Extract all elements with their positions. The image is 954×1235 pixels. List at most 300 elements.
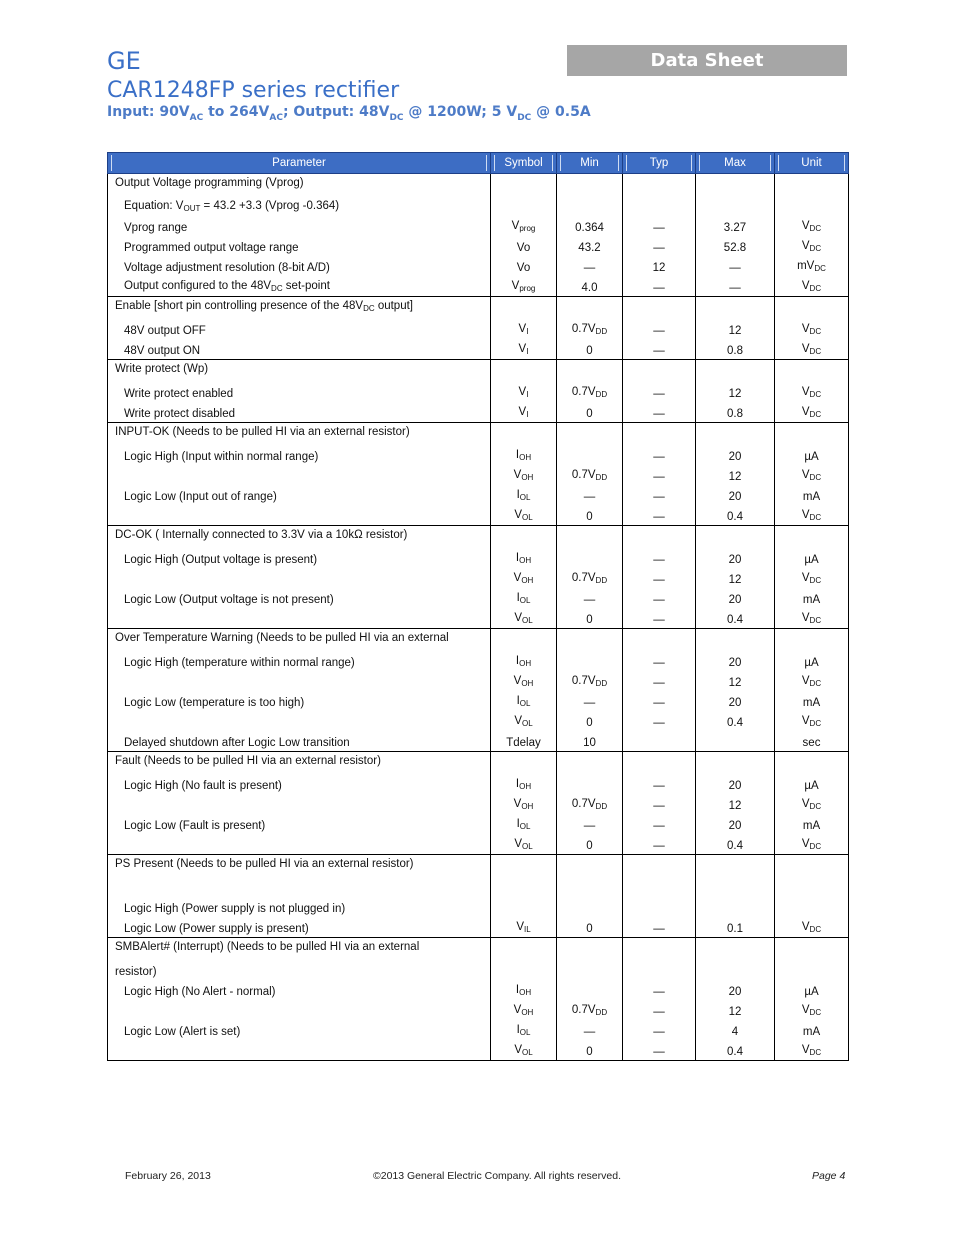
max-cell: 20	[696, 588, 775, 608]
typ-cell: —	[623, 774, 696, 794]
footer-page-number: Page 4	[812, 1170, 846, 1182]
table-row	[108, 319, 849, 339]
unit-cell: VDC	[775, 505, 849, 526]
symbol-cell: VIL	[491, 917, 557, 938]
typ-cell: —	[623, 980, 696, 1000]
max-cell: 20	[696, 548, 775, 568]
max-cell	[696, 938, 775, 961]
parameter-cell: Logic High (Output voltage is present)	[108, 548, 491, 568]
symbol-cell: VOL	[491, 608, 557, 629]
min-cell: 0.364	[557, 216, 623, 236]
unit-cell	[775, 938, 849, 961]
parameter-cell: Equation: VOUT = 43.2 +3.3 (Vprog -0.364)	[108, 196, 491, 216]
unit-cell	[775, 174, 849, 197]
max-cell: 20	[696, 485, 775, 505]
min-cell: 0.7VDD	[557, 794, 623, 814]
max-cell: 12	[696, 794, 775, 814]
table-row	[108, 382, 849, 402]
min-cell: 43.2	[557, 236, 623, 256]
min-cell	[557, 196, 623, 216]
symbol-cell	[491, 629, 557, 652]
table-row	[108, 196, 849, 216]
unit-cell	[775, 360, 849, 383]
min-cell: 0.7VDD	[557, 568, 623, 588]
typ-cell: —	[623, 276, 696, 297]
min-cell	[557, 877, 623, 897]
max-cell: 0.8	[696, 402, 775, 423]
symbol-cell: IOL	[491, 1020, 557, 1040]
parameter-cell: Logic High (No Alert - normal)	[108, 980, 491, 1000]
symbol-cell: Tdelay	[491, 731, 557, 752]
typ-cell: —	[623, 445, 696, 465]
unit-cell: VDC	[775, 465, 849, 485]
max-cell: 20	[696, 980, 775, 1000]
table-row	[108, 276, 849, 297]
symbol-cell	[491, 360, 557, 383]
symbol-cell	[491, 526, 557, 549]
parameter-group	[108, 174, 849, 297]
min-cell	[557, 651, 623, 671]
table-row	[108, 794, 849, 814]
table-row	[108, 691, 849, 711]
table-row	[108, 752, 849, 775]
symbol-cell	[491, 297, 557, 320]
max-cell: 0.4	[696, 834, 775, 855]
symbol-cell	[491, 174, 557, 197]
typ-cell	[623, 174, 696, 197]
min-cell: 4.0	[557, 276, 623, 297]
typ-cell: —	[623, 382, 696, 402]
typ-cell: —	[623, 236, 696, 256]
max-cell	[696, 526, 775, 549]
typ-cell	[623, 855, 696, 878]
min-cell	[557, 629, 623, 652]
unit-cell	[775, 855, 849, 878]
parameter-cell	[108, 794, 491, 814]
table-header-row	[108, 153, 849, 174]
min-cell: —	[557, 814, 623, 834]
typ-cell	[623, 196, 696, 216]
min-cell: 0.7VDD	[557, 1000, 623, 1020]
unit-cell: VDC	[775, 216, 849, 236]
min-cell: 10	[557, 731, 623, 752]
max-cell: 0.4	[696, 608, 775, 629]
document-title: CAR1248FP series rectifier	[107, 78, 400, 103]
unit-cell: µA	[775, 980, 849, 1000]
min-cell	[557, 855, 623, 878]
min-cell: —	[557, 485, 623, 505]
symbol-cell	[491, 897, 557, 917]
min-cell: 0	[557, 402, 623, 423]
min-cell: 0	[557, 711, 623, 731]
parameter-cell: Programmed output voltage range	[108, 236, 491, 256]
max-cell	[696, 960, 775, 980]
max-cell	[696, 752, 775, 775]
typ-cell: —	[623, 216, 696, 236]
min-cell: 0	[557, 608, 623, 629]
table-row	[108, 445, 849, 465]
subtitle-text: @ 1200W; 5 V	[403, 104, 518, 120]
max-cell	[696, 196, 775, 216]
table-row	[108, 360, 849, 383]
max-cell: 20	[696, 651, 775, 671]
max-cell: 0.8	[696, 339, 775, 360]
max-cell: 12	[696, 1000, 775, 1020]
typ-cell: —	[623, 339, 696, 360]
min-cell: —	[557, 588, 623, 608]
parameter-cell: Enable [short pin controlling presence of the 48VDC output]	[108, 297, 491, 320]
symbol-cell: VOH	[491, 568, 557, 588]
parameter-cell	[108, 1000, 491, 1020]
min-cell	[557, 548, 623, 568]
min-cell: —	[557, 1020, 623, 1040]
unit-cell: µA	[775, 445, 849, 465]
table-row	[108, 1000, 849, 1020]
max-cell	[696, 897, 775, 917]
typ-cell: —	[623, 505, 696, 526]
symbol-cell	[491, 960, 557, 980]
parameter-cell: Over Temperature Warning (Needs to be pulled HI via an external	[108, 629, 491, 652]
parameter-cell: SMBAlert# (Interrupt) (Needs to be pulled HI via an external	[108, 938, 491, 961]
parameter-cell	[108, 1040, 491, 1061]
typ-cell: —	[623, 319, 696, 339]
parameter-group	[108, 297, 849, 360]
max-cell: 20	[696, 445, 775, 465]
column-header-typ: Typ	[623, 153, 696, 174]
max-cell: —	[696, 276, 775, 297]
parameter-cell: DC-OK ( Internally connected to 3.3V via a 10kΩ resistor)	[108, 526, 491, 549]
min-cell	[557, 774, 623, 794]
max-cell: 0.4	[696, 1040, 775, 1061]
symbol-cell: IOH	[491, 548, 557, 568]
symbol-cell: VOL	[491, 505, 557, 526]
table-row	[108, 216, 849, 236]
parameter-group	[108, 526, 849, 629]
footer-copyright: ©2013 General Electric Company. All rights reserved.	[373, 1170, 621, 1182]
table-row	[108, 774, 849, 794]
symbol-cell: Vprog	[491, 216, 557, 236]
min-cell	[557, 174, 623, 197]
parameter-cell	[108, 711, 491, 731]
typ-cell: —	[623, 485, 696, 505]
table-row	[108, 651, 849, 671]
table-row	[108, 402, 849, 423]
parameter-cell: Logic High (temperature within normal range)	[108, 651, 491, 671]
unit-cell: µA	[775, 548, 849, 568]
max-cell	[696, 174, 775, 197]
table-row	[108, 339, 849, 360]
min-cell	[557, 445, 623, 465]
min-cell: 0.7VDD	[557, 382, 623, 402]
typ-cell	[623, 877, 696, 897]
specification-table	[107, 152, 849, 1061]
subtitle-subscript: DC	[389, 112, 404, 123]
subtitle-text: @ 0.5A	[531, 104, 591, 120]
symbol-cell: IOH	[491, 980, 557, 1000]
max-cell: 12	[696, 382, 775, 402]
column-header-max: Max	[696, 153, 775, 174]
symbol-cell: IOH	[491, 774, 557, 794]
parameter-cell: Logic Low (Fault is present)	[108, 814, 491, 834]
symbol-cell: IOL	[491, 814, 557, 834]
min-cell	[557, 938, 623, 961]
typ-cell: —	[623, 568, 696, 588]
unit-cell: VDC	[775, 608, 849, 629]
unit-cell: VDC	[775, 568, 849, 588]
subtitle-subscript: AC	[269, 112, 283, 123]
typ-cell: —	[623, 402, 696, 423]
min-cell: 0.7VDD	[557, 671, 623, 691]
min-cell: —	[557, 691, 623, 711]
max-cell: 20	[696, 814, 775, 834]
typ-cell: —	[623, 1020, 696, 1040]
unit-cell	[775, 877, 849, 897]
unit-cell	[775, 196, 849, 216]
min-cell: 0	[557, 1040, 623, 1061]
symbol-cell	[491, 877, 557, 897]
unit-cell: mVDC	[775, 256, 849, 276]
symbol-cell: VOH	[491, 794, 557, 814]
table-row	[108, 671, 849, 691]
table-row	[108, 485, 849, 505]
max-cell	[696, 629, 775, 652]
min-cell	[557, 423, 623, 446]
unit-cell	[775, 526, 849, 549]
parameter-cell	[108, 671, 491, 691]
brand-logo-text: GE	[107, 47, 141, 75]
symbol-cell: Vo	[491, 236, 557, 256]
parameter-cell: Write protect enabled	[108, 382, 491, 402]
min-cell	[557, 980, 623, 1000]
table-row	[108, 505, 849, 526]
min-cell: 0	[557, 834, 623, 855]
parameter-cell: PS Present (Needs to be pulled HI via an external resistor)	[108, 855, 491, 878]
max-cell: 20	[696, 691, 775, 711]
parameter-cell: Logic Low (Power supply is present)	[108, 917, 491, 938]
unit-cell: µA	[775, 651, 849, 671]
table-row	[108, 1020, 849, 1040]
unit-cell: VDC	[775, 236, 849, 256]
typ-cell	[623, 629, 696, 652]
typ-cell	[623, 423, 696, 446]
max-cell: 52.8	[696, 236, 775, 256]
typ-cell	[623, 526, 696, 549]
symbol-cell: VI	[491, 319, 557, 339]
parameter-cell: 48V output OFF	[108, 319, 491, 339]
table-row	[108, 629, 849, 652]
footer-date: February 26, 2013	[125, 1170, 211, 1182]
parameter-cell: Vprog range	[108, 216, 491, 236]
symbol-cell	[491, 855, 557, 878]
max-cell	[696, 297, 775, 320]
parameter-cell: Logic Low (Output voltage is not present)	[108, 588, 491, 608]
max-cell: 12	[696, 465, 775, 485]
unit-cell: mA	[775, 814, 849, 834]
typ-cell: —	[623, 814, 696, 834]
parameter-cell	[108, 568, 491, 588]
max-cell	[696, 423, 775, 446]
symbol-cell: VI	[491, 339, 557, 360]
unit-cell: mA	[775, 1020, 849, 1040]
parameter-cell: Write protect (Wp)	[108, 360, 491, 383]
table-row	[108, 588, 849, 608]
parameter-cell: Logic High (Power supply is not plugged in)	[108, 897, 491, 917]
min-cell: 0.7VDD	[557, 465, 623, 485]
data-sheet-badge: Data Sheet	[567, 45, 847, 76]
symbol-cell: IOH	[491, 445, 557, 465]
typ-cell: —	[623, 1040, 696, 1061]
parameter-cell: Logic Low (Input out of range)	[108, 485, 491, 505]
min-cell: 0	[557, 917, 623, 938]
typ-cell: —	[623, 671, 696, 691]
symbol-cell	[491, 752, 557, 775]
unit-cell: VDC	[775, 402, 849, 423]
typ-cell: —	[623, 1000, 696, 1020]
table-row	[108, 938, 849, 961]
parameter-cell: Delayed shutdown after Logic Low transition	[108, 731, 491, 752]
typ-cell: 12	[623, 256, 696, 276]
parameter-group	[108, 629, 849, 752]
parameter-cell	[108, 608, 491, 629]
typ-cell	[623, 752, 696, 775]
parameter-cell	[108, 465, 491, 485]
min-cell	[557, 960, 623, 980]
typ-cell: —	[623, 711, 696, 731]
typ-cell	[623, 938, 696, 961]
unit-cell: VDC	[775, 834, 849, 855]
parameter-cell: resistor)	[108, 960, 491, 980]
unit-cell	[775, 897, 849, 917]
typ-cell: —	[623, 548, 696, 568]
table-row	[108, 917, 849, 938]
typ-cell: —	[623, 691, 696, 711]
typ-cell	[623, 297, 696, 320]
symbol-cell: Vprog	[491, 276, 557, 297]
max-cell	[696, 855, 775, 878]
min-cell	[557, 360, 623, 383]
table-row	[108, 465, 849, 485]
symbol-cell: VOL	[491, 711, 557, 731]
min-cell	[557, 526, 623, 549]
table-row	[108, 814, 849, 834]
parameter-group	[108, 752, 849, 855]
min-cell	[557, 297, 623, 320]
unit-cell: VDC	[775, 794, 849, 814]
typ-cell	[623, 960, 696, 980]
typ-cell	[623, 731, 696, 752]
table-row	[108, 960, 849, 980]
unit-cell	[775, 960, 849, 980]
table-row	[108, 711, 849, 731]
subtitle-text: Input: 90V	[107, 104, 190, 120]
max-cell: 20	[696, 774, 775, 794]
min-cell: 0	[557, 339, 623, 360]
min-cell	[557, 897, 623, 917]
symbol-cell: VI	[491, 382, 557, 402]
table-row	[108, 897, 849, 917]
max-cell: 4	[696, 1020, 775, 1040]
unit-cell: VDC	[775, 1040, 849, 1061]
typ-cell	[623, 897, 696, 917]
subtitle-subscript: AC	[189, 112, 204, 123]
max-cell: —	[696, 256, 775, 276]
unit-cell: sec	[775, 731, 849, 752]
typ-cell: —	[623, 608, 696, 629]
max-cell	[696, 731, 775, 752]
symbol-cell	[491, 196, 557, 216]
subtitle-text: to 264V	[203, 104, 270, 120]
unit-cell: VDC	[775, 671, 849, 691]
typ-cell	[623, 360, 696, 383]
max-cell: 12	[696, 319, 775, 339]
table-row	[108, 1040, 849, 1061]
parameter-cell: Logic High (Input within normal range)	[108, 445, 491, 465]
symbol-cell: IOL	[491, 691, 557, 711]
min-cell	[557, 752, 623, 775]
unit-cell	[775, 629, 849, 652]
max-cell: 0.4	[696, 505, 775, 526]
parameter-cell: Output Voltage programming (Vprog)	[108, 174, 491, 197]
max-cell	[696, 877, 775, 897]
unit-cell: mA	[775, 691, 849, 711]
unit-cell	[775, 423, 849, 446]
max-cell: 12	[696, 568, 775, 588]
typ-cell: —	[623, 794, 696, 814]
min-cell: —	[557, 256, 623, 276]
parameter-cell	[108, 505, 491, 526]
unit-cell: mA	[775, 485, 849, 505]
document-subtitle	[107, 104, 591, 123]
symbol-cell: VOH	[491, 465, 557, 485]
symbol-cell: Vo	[491, 256, 557, 276]
parameter-cell: Write protect disabled	[108, 402, 491, 423]
max-cell: 0.1	[696, 917, 775, 938]
table-row	[108, 608, 849, 629]
table-row	[108, 568, 849, 588]
unit-cell: mA	[775, 588, 849, 608]
table-row	[108, 855, 849, 878]
unit-cell: VDC	[775, 382, 849, 402]
parameter-group	[108, 855, 849, 938]
symbol-cell	[491, 423, 557, 446]
max-cell	[696, 360, 775, 383]
column-header-min: Min	[557, 153, 623, 174]
parameter-cell: Voltage adjustment resolution (8-bit A/D)	[108, 256, 491, 276]
parameter-group	[108, 360, 849, 423]
subtitle-subscript: DC	[517, 112, 532, 123]
table-row	[108, 236, 849, 256]
parameter-group	[108, 938, 849, 1061]
subtitle-text: ; Output: 48V	[282, 104, 390, 120]
unit-cell: VDC	[775, 917, 849, 938]
parameter-cell: 48V output ON	[108, 339, 491, 360]
max-cell: 0.4	[696, 711, 775, 731]
typ-cell: —	[623, 588, 696, 608]
parameter-cell: Logic Low (temperature is too high)	[108, 691, 491, 711]
table-row	[108, 877, 849, 897]
typ-cell: —	[623, 465, 696, 485]
unit-cell: VDC	[775, 276, 849, 297]
parameter-cell	[108, 877, 491, 897]
symbol-cell: IOL	[491, 485, 557, 505]
parameter-cell: Output configured to the 48VDC set-point	[108, 276, 491, 297]
typ-cell: —	[623, 834, 696, 855]
table-row	[108, 423, 849, 446]
symbol-cell: IOL	[491, 588, 557, 608]
symbol-cell: VOH	[491, 671, 557, 691]
table-row	[108, 297, 849, 320]
symbol-cell	[491, 938, 557, 961]
